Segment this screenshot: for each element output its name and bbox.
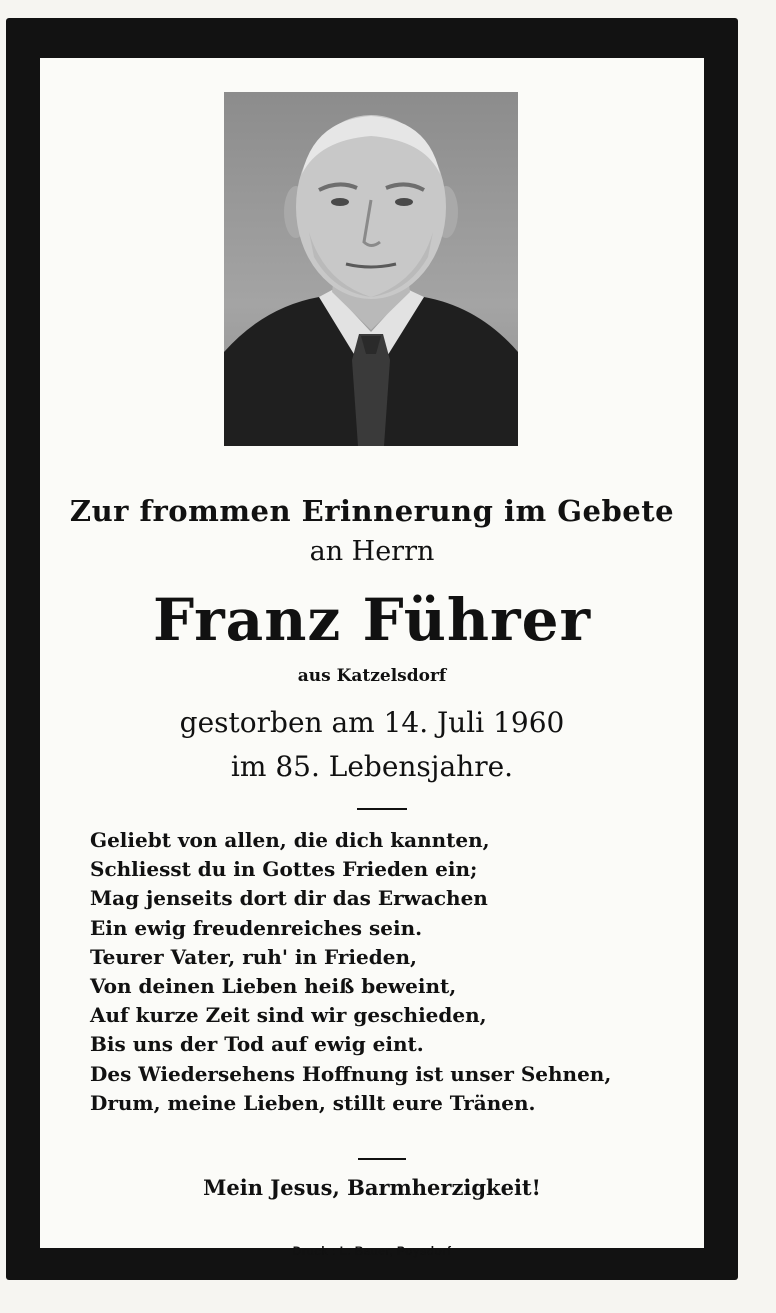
verse-line: Von deinen Lieben heiß beweint,: [90, 974, 457, 999]
salutation-text: an Herrn: [309, 536, 435, 567]
card-inner-panel: [40, 58, 704, 1258]
closing-prayer: Mein Jesus, Barmherzigkeit!: [203, 1175, 541, 1200]
verse-line: Geliebt von allen, die dich kannten,: [90, 828, 490, 852]
verse-line: Bis uns der Tod auf ewig eint.: [90, 1032, 424, 1057]
portrait-photo: [224, 92, 518, 446]
verse-line: Schliesst du in Gottes Frieden ein;: [90, 857, 478, 882]
verse-line: Teurer Vater, ruh' in Frieden,: [90, 944, 417, 969]
divider-rule-top: [357, 808, 407, 810]
deceased-name: Franz Führer: [152, 586, 592, 654]
printer-credit: Druck : L. Bauer, Poysdorf: [292, 1244, 452, 1258]
poem-verse: [90, 826, 611, 1118]
memorial-card: [6, 18, 738, 1280]
heading-text: Zur frommen Erinnerung im Gebete: [69, 494, 675, 528]
death-date-text: gestorben am 14. Juli 1960: [179, 706, 565, 739]
origin-text: aus Katzelsdorf: [297, 666, 447, 686]
verse-line: Mag jenseits dort dir das Erwachen: [90, 886, 488, 911]
verse-line: Auf kurze Zeit sind wir geschieden,: [90, 1003, 487, 1028]
verse-line: Des Wiedersehens Hoffnung ist unser Sehnen,: [90, 1061, 612, 1086]
verse-line: Drum, meine Lieben, stillt eure Tränen.: [90, 1090, 536, 1115]
age-text: im 85. Lebensjahre.: [230, 750, 514, 783]
verse-line: Ein ewig freudenreiches sein.: [90, 915, 423, 940]
divider-rule-bottom: [358, 1158, 406, 1160]
